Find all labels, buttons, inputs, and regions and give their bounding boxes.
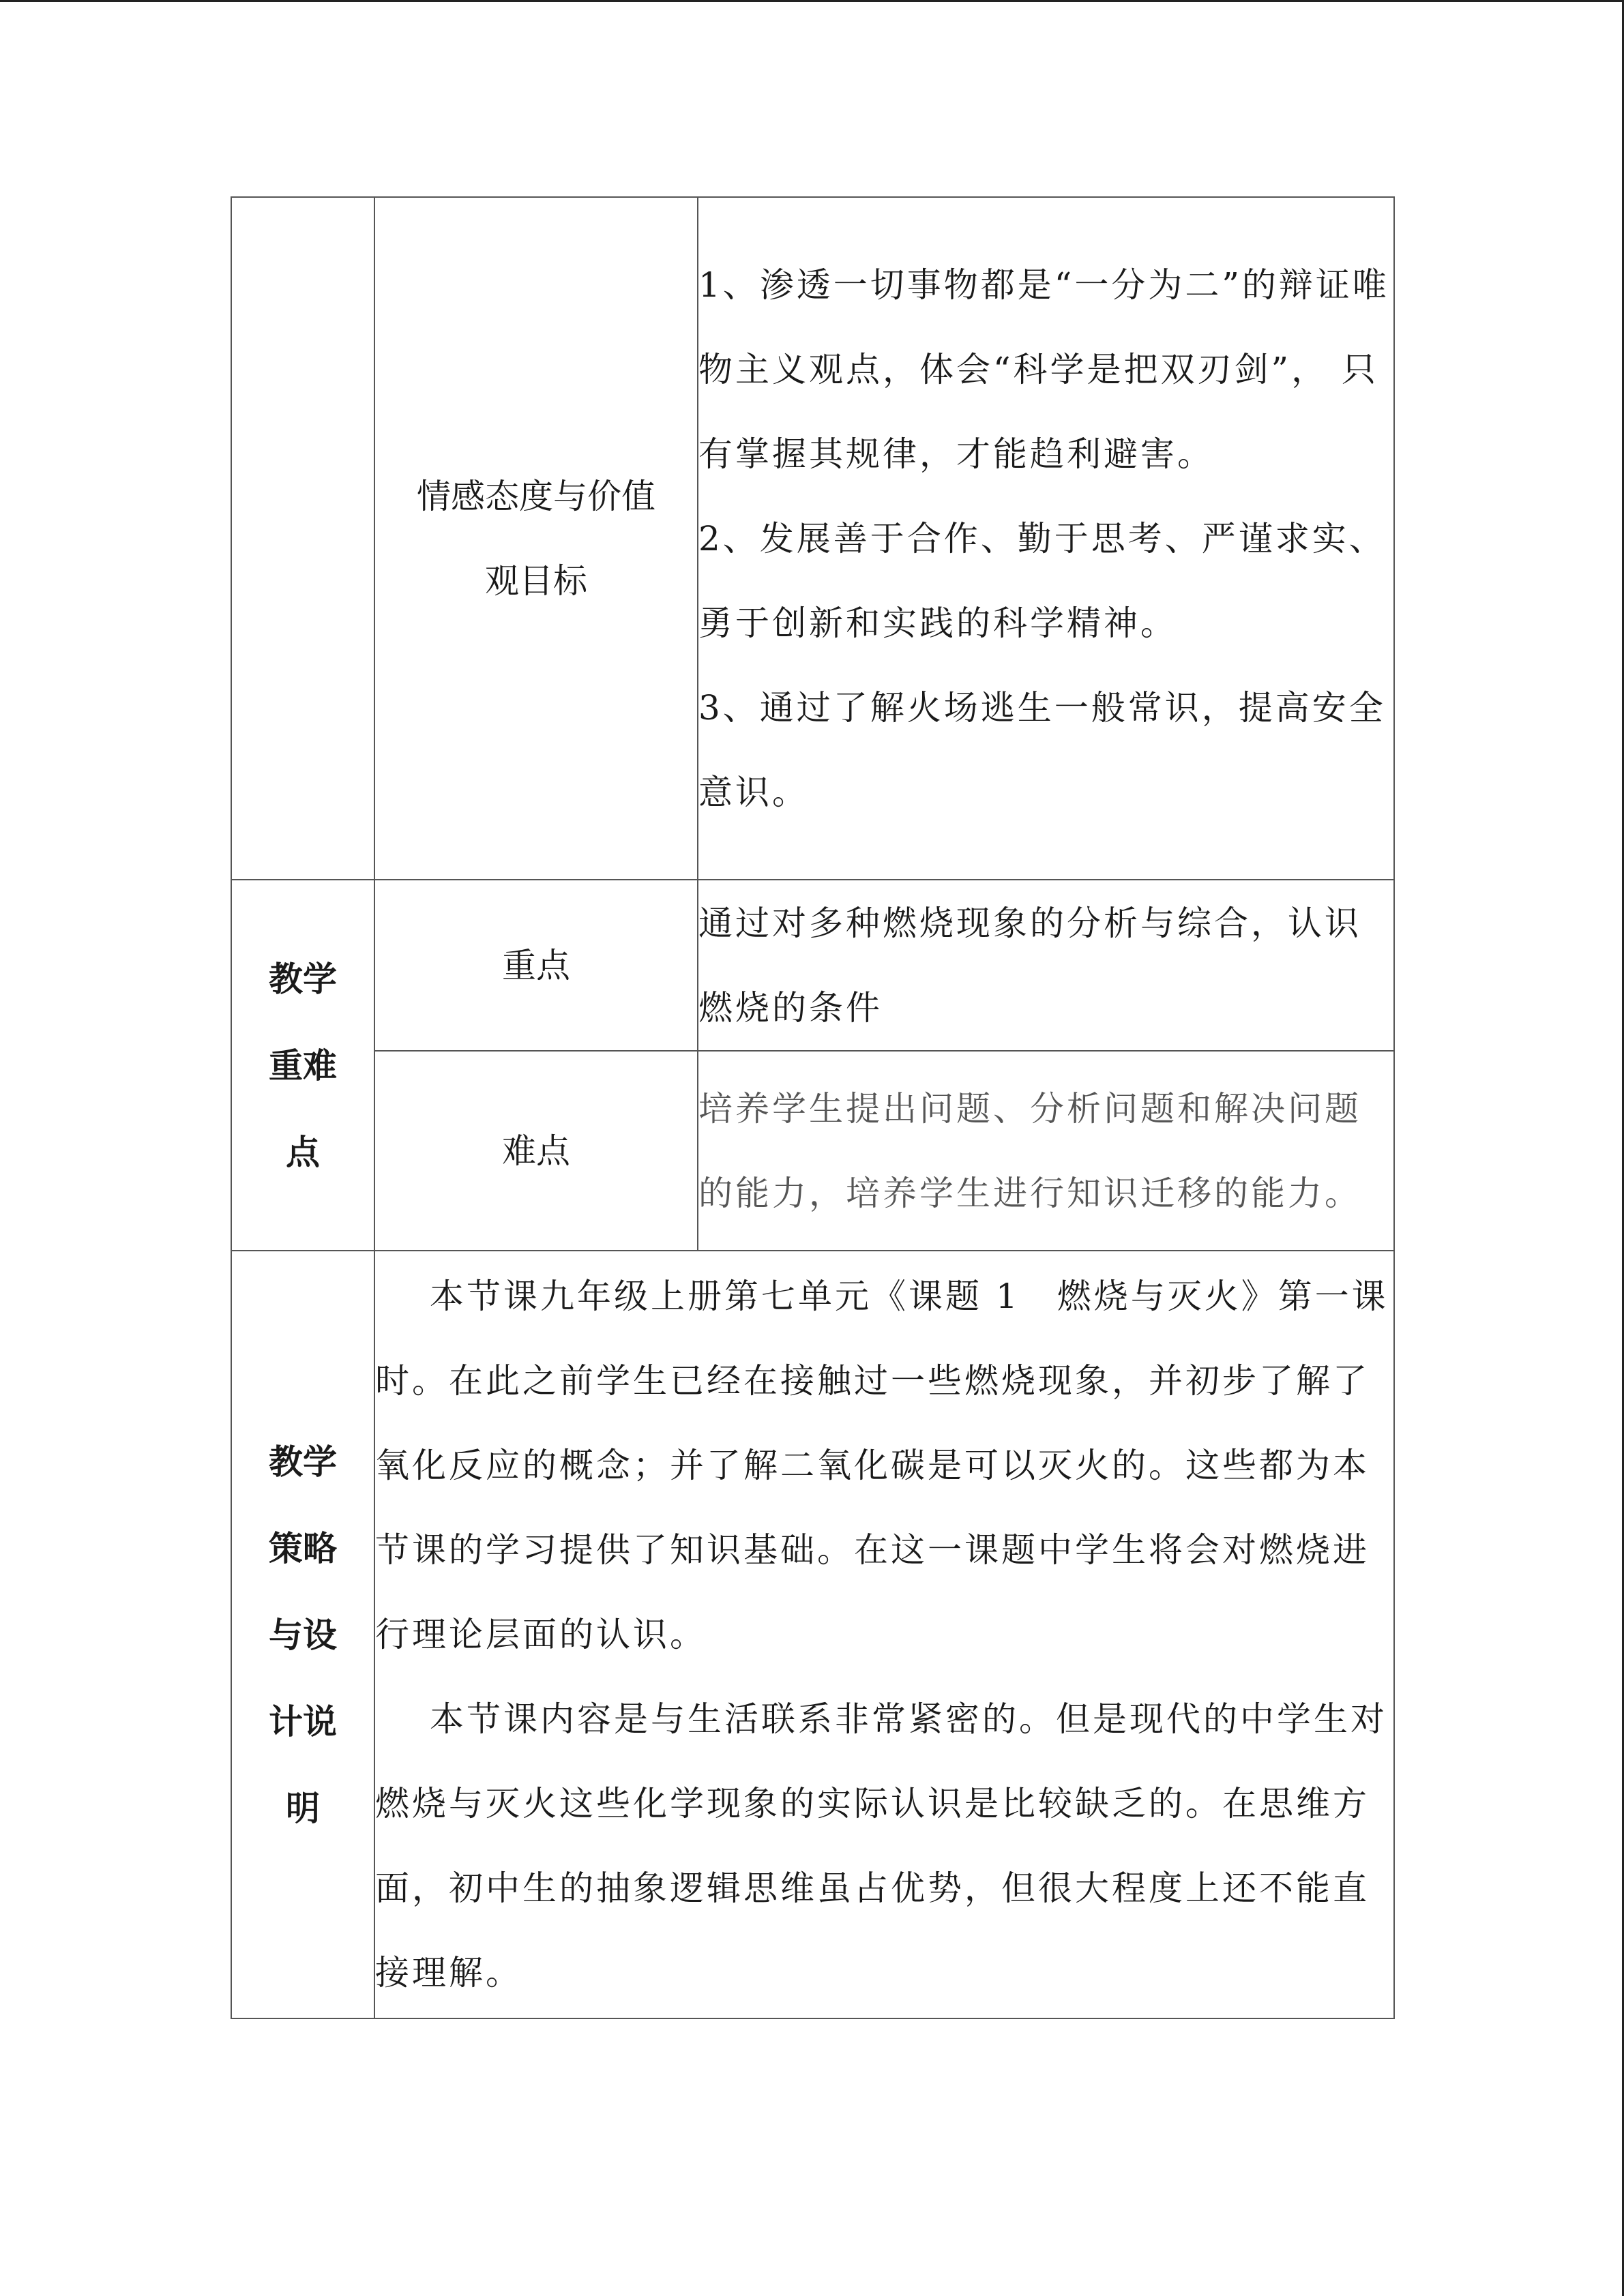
key-point-label: 重点	[374, 880, 698, 1051]
category-text: 与设	[269, 1614, 337, 1655]
strategy-category-cell	[231, 1251, 374, 2018]
strategy-paragraph: 本节课内容是与生活联系非常紧密的。但是现代的中学生对燃烧与灭火这些化学现象的实际认识是比较缺乏的。在思维方面，初中生的抽象逻辑思维虽占优势，但很大程度上还不能直接理解。	[375, 1699, 1387, 1993]
empty-category-cell	[231, 197, 374, 880]
focus-category-cell	[231, 880, 374, 1251]
category-text: 重难	[269, 1045, 337, 1086]
goal-item: 2、发展善于合作、勤于思考、严谨求实、勇于创新和实践的科学精神。	[698, 518, 1386, 643]
difficulty-row	[231, 1051, 1394, 1251]
goal-item: 1、渗透一切事物都是“一分为二”的辩证唯物主义观点，体会“科学是把双刃剑”， 只有掌握其规律，才能趋利避害。	[698, 265, 1389, 474]
attitude-goals-label-line2: 观目标	[485, 561, 587, 601]
page-top-edge	[0, 0, 1624, 2]
attitude-goals-content	[698, 197, 1394, 880]
attitude-goals-label-line1: 情感态度与价值	[417, 476, 655, 516]
category-text: 策略	[269, 1527, 337, 1568]
key-point-content: 通过对多种燃烧现象的分析与综合，认识燃烧的条件	[698, 880, 1394, 1051]
key-point-row	[231, 880, 1394, 1051]
lesson-plan-table	[231, 196, 1395, 2019]
attitude-goals-label	[374, 197, 698, 880]
category-text: 明	[286, 1787, 320, 1828]
difficulty-content: 培养学生提出问题、分析问题和解决问题的能力，培养学生进行知识迁移的能力。	[698, 1051, 1394, 1251]
strategy-content	[374, 1251, 1394, 2018]
category-text: 点	[286, 1131, 320, 1172]
strategy-paragraph: 本节课九年级上册第七单元《课题 1 燃烧与灭火》第一课时。在此之前学生已经在接触过一些燃烧现象，并初步了解了氧化反应的概念；并了解二氧化碳是可以灭火的。这些都为本节课的学习提供了知识基础。在这一课题中学生将会对燃烧进行理论层面的认识。	[375, 1277, 1389, 1654]
category-text: 教学	[269, 958, 337, 999]
goal-item: 3、通过了解火场逃生一般常识，提高安全意识。	[698, 687, 1386, 812]
attitude-goals-row	[231, 197, 1394, 880]
category-text: 计说	[269, 1701, 337, 1742]
difficulty-label: 难点	[374, 1051, 698, 1251]
strategy-row	[231, 1251, 1394, 2018]
category-text: 教学	[269, 1441, 337, 1482]
